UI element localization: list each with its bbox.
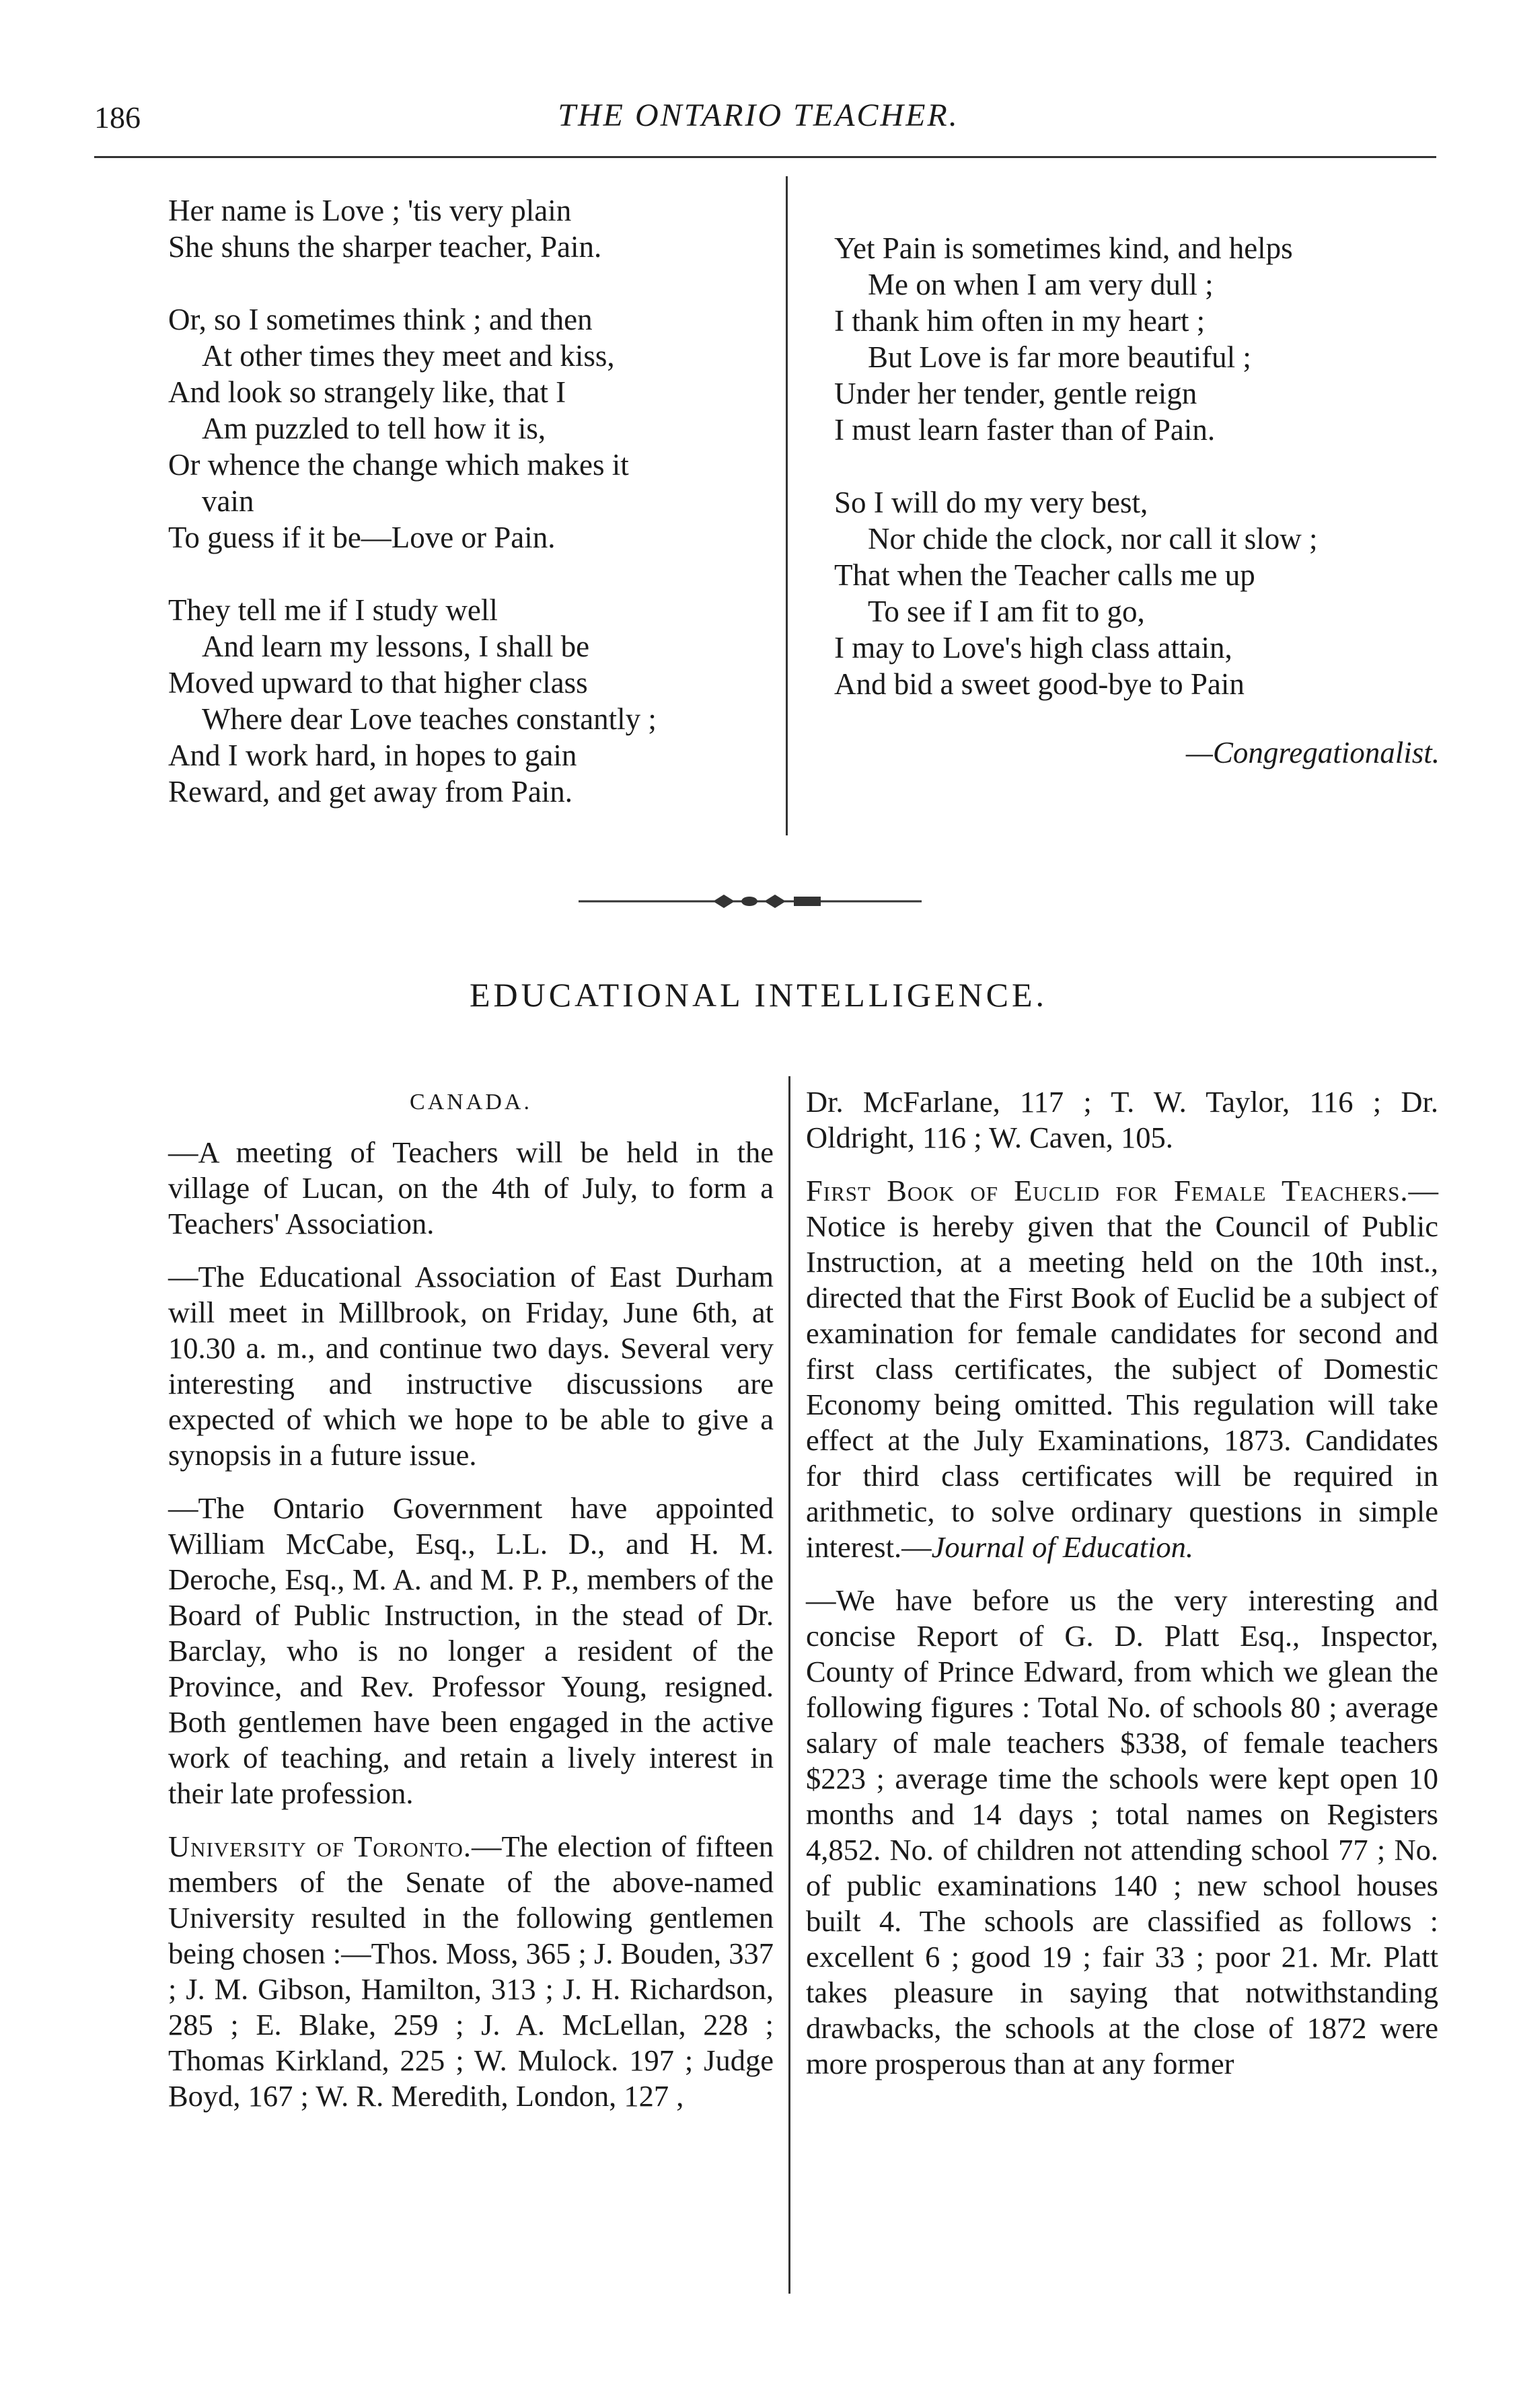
article-lucan-meeting: —A meeting of Teachers will be held in the village of Lucan, on the 4th of July, to form a Teachers' Association. bbox=[168, 1135, 774, 1240]
article-euclid-female-teachers bbox=[806, 1173, 1438, 1565]
poem-line: Me on when I am very dull ; bbox=[868, 268, 1214, 301]
poem-line: And learn my lessons, I shall be bbox=[202, 630, 590, 663]
poem-line: That when the Teacher calls me up bbox=[834, 558, 1255, 592]
poem-attribution: —Congregationalist. bbox=[1185, 736, 1440, 769]
poem-line: And I work hard, in hopes to gain bbox=[168, 739, 577, 772]
poem-line: I may to Love's high class attain, bbox=[834, 631, 1232, 665]
poem-line: Or whence the change which makes it bbox=[168, 448, 629, 482]
poem-line: So I will do my very best, bbox=[834, 486, 1148, 519]
poem-line: But Love is far more beautiful ; bbox=[868, 340, 1251, 374]
page-number: 186 bbox=[94, 100, 141, 135]
poem-line: I thank him often in my heart ; bbox=[834, 304, 1206, 338]
poem-right-column bbox=[834, 230, 1440, 771]
poem-line: And look so strangely like, that I bbox=[168, 375, 566, 409]
news-column-rule bbox=[788, 1076, 790, 2294]
news-right-column bbox=[806, 1084, 1438, 2099]
section-subheading: CANADA. bbox=[410, 1090, 532, 1115]
poem-line: Moved upward to that higher class bbox=[168, 666, 588, 700]
poem-column-rule bbox=[786, 176, 788, 835]
poem-line: I must learn faster than of Pain. bbox=[834, 413, 1216, 447]
poem-line: Or, so I sometimes think ; and then bbox=[168, 303, 593, 336]
article-university-senate bbox=[168, 1829, 774, 2114]
poem-line: vain bbox=[202, 484, 254, 518]
running-head: THE ONTARIO TEACHER. bbox=[558, 98, 959, 133]
poem-left-column bbox=[168, 192, 774, 846]
poem-line: Her name is Love ; 'tis very plain bbox=[168, 194, 572, 227]
poem-left-stanza bbox=[168, 192, 774, 265]
header-rule bbox=[94, 156, 1436, 158]
poem-line: And bid a sweet good-bye to Pain bbox=[834, 667, 1245, 701]
poem-line: Under her tender, gentle reign bbox=[834, 377, 1197, 410]
poem-right-stanzas bbox=[834, 230, 1440, 702]
poem-left-stanza bbox=[168, 592, 774, 810]
poem-line: Nor chide the clock, nor call it slow ; bbox=[868, 522, 1318, 556]
poem-line: To see if I am fit to go, bbox=[868, 595, 1145, 628]
poem-line: She shuns the sharper teacher, Pain. bbox=[168, 230, 602, 264]
poem-left-stanza bbox=[168, 301, 774, 556]
poem-line: Reward, and get away from Pain. bbox=[168, 775, 573, 808]
article-university-continued: Dr. McFarlane, 117 ; T. W. Taylor, 116 ; Dr. Oldright, 116 ; W. Caven, 105. bbox=[806, 1085, 1438, 1154]
poem-line: To guess if it be—Love or Pain. bbox=[168, 521, 556, 554]
section-heading: EDUCATIONAL INTELLIGENCE. bbox=[469, 976, 1048, 1014]
ornament-divider bbox=[579, 887, 928, 916]
poem-right-stanza bbox=[834, 230, 1440, 448]
news-left-column bbox=[168, 1084, 774, 2132]
article-euclid-source: Journal of Education. bbox=[931, 1530, 1193, 1564]
article-euclid-body: —Notice is hereby given that the Council of Public Instruction, at a meeting held on the 10th inst., directed that the First Book of Euclid be a subject of examination for female candidates for second and first class certificates, the subject of Domestic Economy being omitted. This regulation will take effect at the July Examinations, 1873. Candidates for third class certificates will be required in arithmetic, to solve ordinary questions in simple interest.— bbox=[806, 1174, 1438, 1564]
article-board-appointments: —The Ontario Government have appointed William McCabe, Esq., L.L. D., and H. M. Deroche, Esq., M. A. and M. P. P., members of the Board of Public Instruction, in the stead of Dr. Barclay, who is no longer a resident of the Province, and Rev. Professor Young, resigned. Both gentlemen have been engaged in the active work of teaching, and retain a lively interest in their late profession. bbox=[168, 1491, 774, 1810]
article-east-durham-association: —The Educational Association of East Durham will meet in Millbrook, on Friday, June 6th, at 10.30 a. m., and continue two days. Several very interesting and instructive discussions are expected of which we hope to be able to give a synopsis in a future issue. bbox=[168, 1260, 774, 1472]
article-platt-report: —We have before us the very interesting and concise Report of G. D. Platt Esq., Inspector, County of Prince Edward, from which we glean the following figures : Total No. of schools 80 ; average salary of male teachers $338, of female teachers $223 ; average time the schools were kept open 10 months and 14 days ; total names on Registers 4,852. No. of children not attending school 77 ; No. of public examinations 140 ; new school houses built 4. The schools are classified as follows : excellent 6 ; good 19 ; fair 33 ; poor 21. Mr. Platt takes pleasure in saying that notwithstanding drawbacks, the schools at the close of 1872 were more prosperous than at any former bbox=[806, 1583, 1438, 2080]
article-euclid-title: First Book of Euclid for Female Teachers. bbox=[806, 1174, 1409, 1207]
poem-line: Am puzzled to tell how it is, bbox=[202, 412, 546, 445]
article-university-title: University of Toronto. bbox=[168, 1830, 472, 1863]
poem-line: Yet Pain is sometimes kind, and helps bbox=[834, 231, 1293, 265]
article-university-body: —The election of fifteen members of the Senate of the above-named University resulted in the following gentlemen being chosen :—Thos. Moss, 365 ; J. Bouden, 337 ; J. M. Gibson, Hamilton, 313 ; J. H. Richardson, 285 ; E. Blake, 259 ; J. A. McLellan, 228 ; Thomas Kirkland, 225 ; W. Mulock. 197 ; Judge Boyd, 167 ; W. R. Meredith, London, 127 , bbox=[168, 1830, 774, 2113]
poem-line: At other times they meet and kiss, bbox=[202, 339, 615, 373]
poem-line: They tell me if I study well bbox=[168, 593, 498, 627]
poem-line: Where dear Love teaches constantly ; bbox=[202, 702, 657, 736]
poem-right-stanza bbox=[834, 484, 1440, 702]
